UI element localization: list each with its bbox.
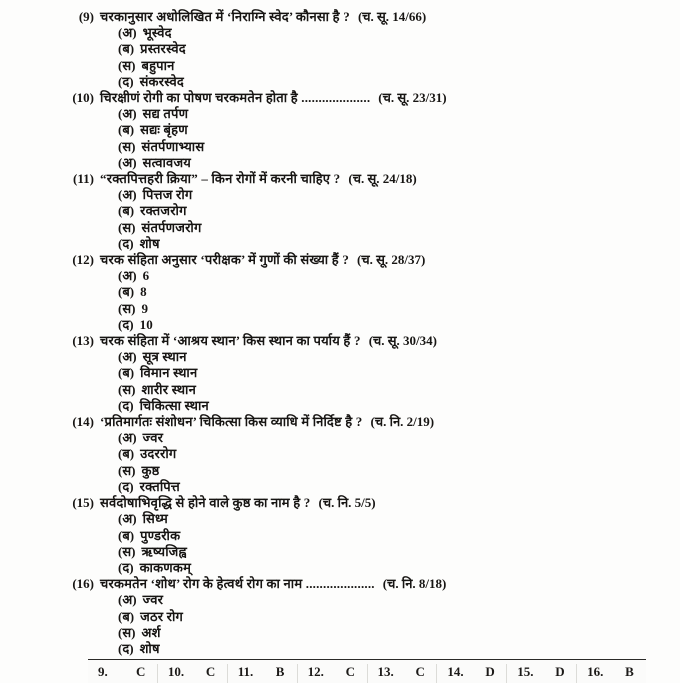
answer-letter: B [275, 664, 285, 679]
question-line [60, 414, 666, 430]
question-block [60, 90, 666, 171]
option-text: जठर रोग [140, 608, 184, 624]
question-block [60, 252, 666, 333]
option-row [60, 365, 666, 381]
option-text: पुण्डरीक [140, 527, 181, 543]
question-line [60, 90, 666, 106]
option-label: (स) [118, 219, 136, 235]
option-label: (स) [118, 462, 136, 478]
option-row [60, 609, 666, 625]
answer-letter: D [485, 664, 495, 679]
option-row [60, 349, 666, 365]
answer-letter: C [345, 664, 356, 679]
option-row [60, 382, 666, 398]
option-text: शोष [139, 235, 160, 251]
option-text: उदररोग [140, 446, 177, 462]
option-text: ज्वर [142, 430, 164, 446]
option-text: अर्श [141, 624, 161, 640]
option-row [60, 398, 666, 414]
option-label: (द) [118, 235, 134, 251]
option-label: (द) [118, 316, 134, 332]
question-text: सर्वदोषाभिवृद्धि से होने वाले कुष्ठ का नाम है ? [100, 495, 311, 511]
option-text: ऋष्यजिह्व [141, 543, 187, 559]
option-label: (अ) [118, 154, 137, 170]
option-text: काकणकम् [139, 559, 192, 575]
option-row [60, 560, 666, 576]
option-row [60, 268, 666, 284]
option-text: विमान स्थान [140, 365, 198, 381]
option-row [60, 236, 666, 252]
option-row [60, 106, 666, 122]
answer-question-number: 15. [517, 664, 534, 679]
option-text: शोष [139, 640, 160, 656]
option-row [60, 74, 666, 90]
option-text: 6 [142, 268, 150, 284]
option-row [60, 284, 666, 300]
option-label: (ब) [118, 122, 135, 138]
option-label: (अ) [118, 349, 137, 365]
option-text: संकरस्वेद [139, 73, 185, 89]
answer-question-number: 11. [237, 664, 254, 679]
option-row [60, 25, 666, 41]
option-row [60, 122, 666, 138]
option-text: सद्यः बृंहण [140, 122, 188, 138]
option-label: (द) [118, 640, 134, 656]
question-reference: (च. नि. 8/18) [382, 576, 447, 592]
question-block [60, 576, 666, 657]
option-label: (स) [118, 624, 136, 640]
option-row [60, 139, 666, 155]
option-row [60, 641, 666, 657]
option-text: 10 [139, 316, 153, 332]
answer-question-number: 12. [307, 664, 324, 679]
option-label: (स) [118, 381, 136, 397]
question-list [0, 9, 680, 657]
question-line [60, 9, 666, 25]
answer-letter: B [625, 664, 634, 679]
question-reference: (च. नि. 2/19) [370, 414, 435, 430]
option-row [60, 511, 666, 527]
answer-letter: C [205, 664, 216, 679]
option-text: बहुपान [141, 57, 175, 73]
option-row [60, 317, 666, 333]
option-label: (स) [118, 300, 136, 316]
answer-key-item [577, 664, 646, 683]
option-label: (ब) [118, 284, 135, 300]
option-text: ज्वर [142, 592, 164, 608]
option-row [60, 220, 666, 236]
option-row [60, 187, 666, 203]
option-label: (अ) [118, 106, 137, 122]
question-text: ‘प्रतिमार्गतः संशोधन’ चिकित्सा किस व्याधि में निर्दिष्ट है ? [100, 414, 363, 430]
answer-question-number: 14. [447, 664, 464, 679]
option-text: 9 [141, 300, 149, 316]
option-label: (द) [118, 478, 134, 494]
answer-question-number: 13. [377, 664, 394, 679]
question-reference: (च. सू. 24/18) [348, 171, 417, 187]
option-row [60, 479, 666, 495]
option-label: (ब) [118, 41, 135, 57]
option-row [60, 41, 666, 57]
option-text: शारीर स्थान [141, 381, 196, 397]
option-text: सत्वावजय [142, 154, 192, 170]
option-text: संतर्पणजरोग [141, 219, 202, 235]
option-label: (अ) [118, 268, 137, 284]
option-text: प्रस्तरस्वेद [140, 41, 186, 57]
option-text: चिकित्सा स्थान [139, 397, 209, 413]
option-row [60, 430, 666, 446]
answer-question-number: 16. [587, 664, 604, 679]
option-label: (द) [118, 559, 134, 575]
question-text: चरकानुसार अधोलिखित में ‘निराग्नि स्वेद’ कौनसा है ? [100, 9, 350, 24]
answer-letter: D [555, 664, 565, 679]
option-label: (ब) [118, 527, 135, 543]
question-number: (10) [72, 90, 94, 106]
question-reference: (च. सू. 28/37) [357, 252, 426, 268]
option-label: (द) [118, 73, 134, 89]
question-text: चरक संहिता में ‘आश्रय स्थान’ किस स्थान का पर्याय हैं ? [100, 333, 361, 349]
question-text: चिरक्षीणं रोगी का पोषण चरकमतेन होता है .................... [100, 90, 371, 106]
option-row [60, 155, 666, 171]
answer-question-number: 10. [167, 664, 185, 679]
option-label: (ब) [118, 365, 135, 381]
option-text: सद्य तर्पण [142, 106, 189, 122]
option-label: (ब) [118, 203, 135, 219]
option-label: (अ) [118, 187, 137, 203]
answer-key-item [368, 664, 438, 683]
option-label: (ब) [118, 446, 135, 462]
question-reference: (च. सू. 23/31) [378, 90, 447, 106]
option-row [60, 203, 666, 219]
option-text: भूस्वेद [142, 25, 172, 41]
option-text: 8 [140, 284, 147, 300]
option-label: (स) [118, 543, 136, 559]
question-line [60, 495, 666, 511]
question-number: (14) [72, 414, 94, 430]
option-row [60, 446, 666, 462]
question-reference: (च. सू. 14/66) [357, 9, 427, 24]
answer-key-item [507, 664, 577, 683]
answer-letter: C [136, 664, 146, 679]
option-label: (द) [118, 397, 134, 413]
question-number: (9) [78, 9, 94, 24]
option-label: (स) [118, 57, 136, 73]
question-block [60, 9, 666, 90]
option-text: पित्तज रोग [142, 187, 193, 203]
question-block [60, 171, 666, 252]
question-number: (16) [72, 576, 94, 592]
option-label: (ब) [118, 608, 135, 624]
option-label: (अ) [118, 592, 137, 608]
answer-key-row [88, 659, 646, 683]
option-label: (अ) [118, 511, 137, 527]
option-row [60, 463, 666, 479]
answer-key-item [228, 664, 298, 683]
question-number: (15) [72, 495, 94, 511]
question-text: “रक्तपित्तहरी क्रिया” – किन रोगों में करनी चाहिए ? [100, 171, 341, 187]
answer-question-number: 9. [98, 664, 108, 679]
answer-key-item [158, 664, 228, 683]
answer-key-item [298, 664, 368, 683]
option-label: (स) [118, 138, 136, 154]
question-text: चरक संहिता अनुसार ‘परीक्षक’ में गुणों की संख्या हैं ? [100, 252, 350, 268]
option-text: रक्तपित्त [139, 478, 180, 494]
question-number: (13) [72, 333, 94, 349]
question-line [60, 576, 666, 592]
question-line [60, 333, 666, 349]
option-text: रक्तजरोग [140, 203, 187, 219]
option-row [60, 528, 666, 544]
question-block [60, 495, 666, 576]
question-number: (11) [73, 171, 94, 187]
option-row [60, 592, 666, 608]
answer-letter: C [415, 664, 425, 679]
question-block [60, 414, 666, 495]
question-line [60, 171, 666, 187]
option-text: सूत्र स्थान [142, 349, 187, 365]
question-number: (12) [72, 252, 94, 268]
option-text: कुष्ठ [141, 462, 160, 478]
answer-key-item [437, 664, 507, 683]
option-label: (अ) [118, 430, 137, 446]
option-row [60, 625, 666, 641]
answer-key-item [88, 664, 158, 683]
option-row [60, 301, 666, 317]
question-line [60, 252, 666, 268]
option-row [60, 58, 666, 74]
option-text: संतर्पणाभ्यास [141, 138, 205, 154]
question-reference: (च. सू. 30/34) [368, 333, 438, 349]
option-text: सिध्म [142, 511, 169, 527]
question-reference: (च. नि. 5/5) [318, 495, 376, 511]
question-text: चरकमतेन ‘शोथ’ रोग के हेत्वर्थ रोग का नाम .................... [100, 576, 375, 592]
option-label: (अ) [118, 25, 137, 41]
question-block [60, 333, 666, 414]
option-row [60, 544, 666, 560]
